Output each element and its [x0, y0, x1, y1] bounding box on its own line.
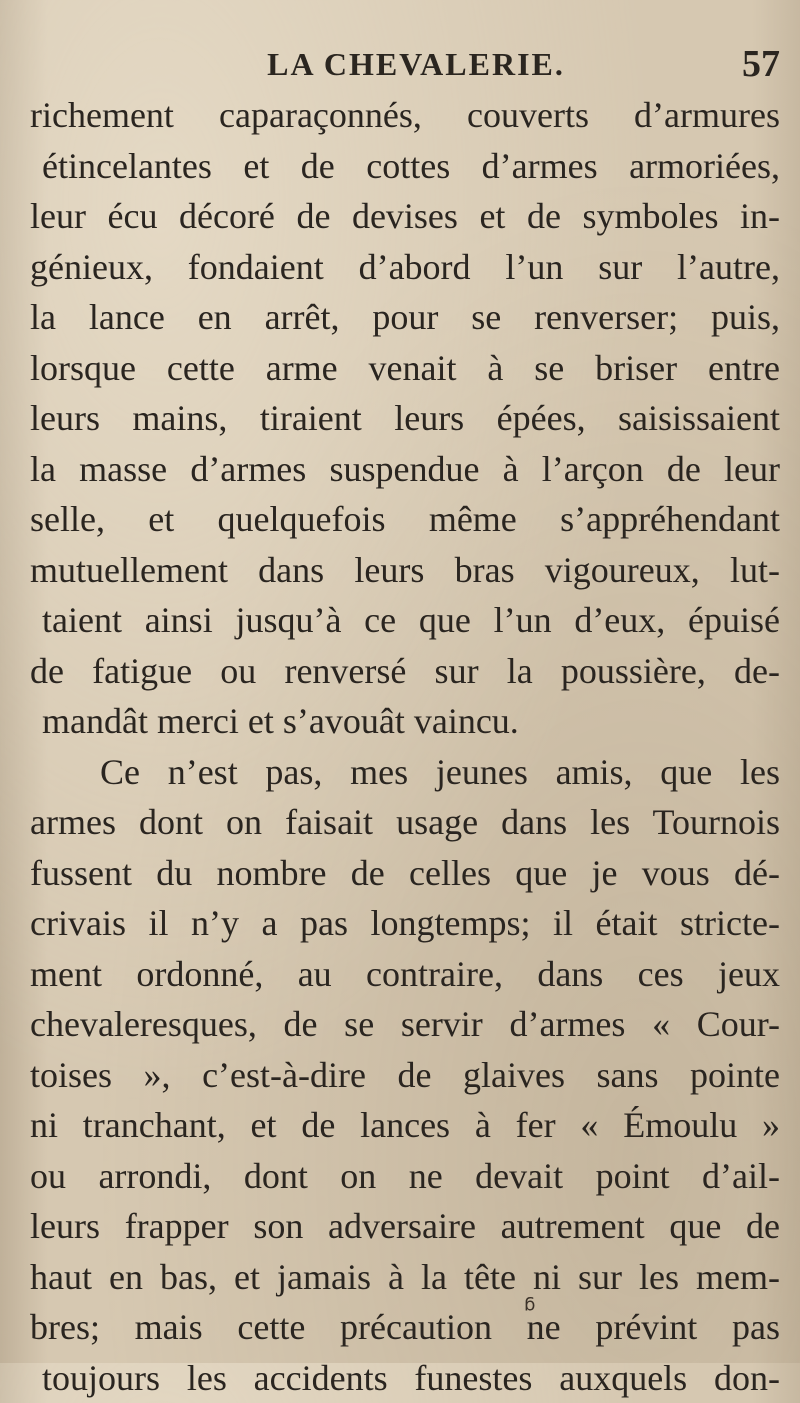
text-line: mutuellement dans leurs bras vigoureux, lut-: [30, 545, 780, 596]
text-line: toises », c’est-à-dire de glaives sans pointe: [30, 1050, 780, 1101]
text-line: chevaleresques, de se servir d’armes « Cour-: [30, 999, 780, 1050]
body-text: [30, 90, 780, 1403]
text-line: leurs frapper son adversaire autrement que de: [30, 1201, 780, 1252]
text-line: richement caparaçonnés, couverts d’armures: [30, 90, 780, 141]
paragraph-2: [30, 747, 780, 1403]
text-line: Ce n’est pas, mes jeunes amis, que les: [30, 747, 780, 798]
page-header: [52, 38, 780, 86]
text-line: selle, et quelquefois même s’appréhendant: [30, 494, 780, 545]
text-line: leurs mains, tiraient leurs épées, saisissaient: [30, 393, 780, 444]
text-line: la masse d’armes suspendue à l’arçon de leur: [30, 444, 780, 495]
text-line: la lance en arrêt, pour se renverser; puis,: [30, 292, 780, 343]
page-number: 57: [742, 42, 780, 86]
text-line: ni tranchant, et de lances à fer « Émoulu »: [30, 1100, 780, 1151]
text-line: de fatigue ou renversé sur la poussière, de-: [30, 646, 780, 697]
signature-mark: ᵷ: [524, 1291, 535, 1312]
text-line: fussent du nombre de celles que je vous dé-: [30, 848, 780, 899]
text-line: mandât merci et s’avouât vaincu.: [30, 696, 780, 747]
paragraph-1: [30, 90, 780, 747]
text-line: génieux, fondaient d’abord l’un sur l’autre,: [30, 242, 780, 293]
text-line: armes dont on faisait usage dans les Tournois: [30, 797, 780, 848]
text-line: leur écu décoré de devises et de symboles in-: [30, 191, 780, 242]
text-line: lorsque cette arme venait à se briser entre: [30, 343, 780, 394]
text-line: ou arrondi, dont on ne devait point d’ail-: [30, 1151, 780, 1202]
text-line: bres; mais cette précaution ne prévint pas: [30, 1302, 780, 1353]
text-line: taient ainsi jusqu’à ce que l’un d’eux, épuisé: [30, 595, 780, 646]
text-line: toujours les accidents funestes auxquels don-: [30, 1353, 780, 1403]
running-title: LA CHEVALERIE.: [52, 46, 780, 83]
text-line: crivais il n’y a pas longtemps; il était stricte-: [30, 898, 780, 949]
text-line: ment ordonné, au contraire, dans ces jeux: [30, 949, 780, 1000]
text-line: haut en bas, et jamais à la tête ni sur les mem-: [30, 1252, 780, 1303]
text-line: étincelantes et de cottes d’armes armoriées,: [30, 141, 780, 192]
